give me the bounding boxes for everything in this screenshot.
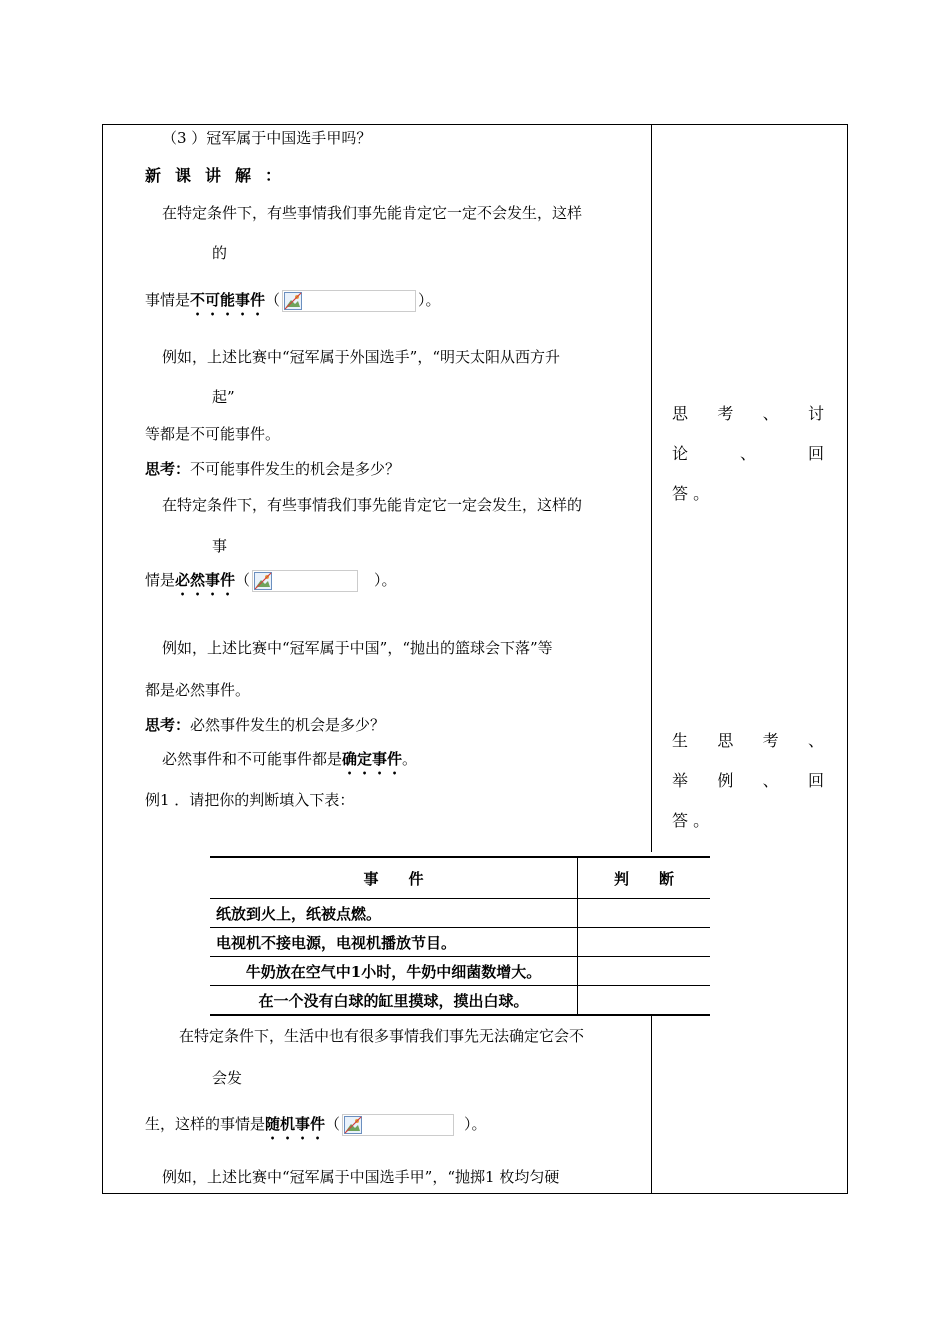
judgement-cell[interactable] bbox=[578, 899, 711, 928]
certain-definition bbox=[145, 570, 397, 599]
think-text: 必然事件发生的机会是多少？ bbox=[190, 716, 386, 734]
impossible-example2: 起” bbox=[212, 388, 235, 406]
image-placeholder bbox=[252, 570, 358, 592]
note-char: 例 bbox=[717, 771, 734, 790]
judgement-cell[interactable] bbox=[578, 928, 711, 957]
random-line1: 在特定条件下，生活中也有很多事情我们事先无法确定它会不 bbox=[179, 1027, 585, 1045]
note-char: 思 bbox=[717, 731, 734, 750]
note-row bbox=[672, 394, 824, 434]
note-char: 论 bbox=[672, 444, 689, 463]
activity-note-1 bbox=[672, 394, 824, 514]
random-example1: 例如，上述比赛中“冠军属于中国选手甲”，“抛掷1 枚均匀硬 bbox=[162, 1168, 560, 1186]
event-cell: 电视机不接电源，电视机播放节目。 bbox=[210, 928, 578, 957]
certain-term: 必然事件 bbox=[175, 571, 236, 589]
note-char: 考 bbox=[717, 404, 734, 423]
table-row bbox=[210, 957, 710, 986]
paren-open: （ bbox=[325, 1115, 341, 1133]
random-line2: 会发 bbox=[212, 1069, 243, 1087]
broken-image-icon bbox=[254, 572, 272, 590]
certain-line1: 在特定条件下，有些事情我们事先能肯定它一定会发生，这样的 bbox=[162, 496, 583, 514]
certain-prefix: 情是 bbox=[145, 571, 176, 589]
impossible-example1: 例如，上述比赛中“冠军属于外国选手”，“明天太阳从西方升 bbox=[162, 348, 561, 366]
image-placeholder bbox=[282, 290, 416, 312]
impossible-example3: 等都是不可能事件。 bbox=[145, 425, 281, 443]
note-char: 回 bbox=[807, 444, 824, 463]
note-char: 讨 bbox=[807, 404, 824, 423]
impossible-line2: 的 bbox=[212, 244, 228, 262]
question-3: （3 ）冠军属于中国选手甲吗？ bbox=[162, 129, 372, 147]
impossible-term: 不可能事件 bbox=[190, 291, 266, 309]
think-text: 不可能事件发生的机会是多少？ bbox=[190, 460, 401, 478]
deterministic-definition bbox=[162, 749, 417, 778]
note-row: 答 。 bbox=[672, 811, 710, 830]
note-char: 、 bbox=[762, 771, 779, 790]
note-char: 生 bbox=[672, 731, 689, 750]
event-cell: 牛奶放在空气中1小时，牛奶中细菌数增大。 bbox=[210, 957, 578, 986]
note-char: 回 bbox=[807, 771, 824, 790]
note-row: 答 。 bbox=[672, 484, 710, 503]
judgement-cell[interactable] bbox=[578, 957, 711, 986]
think-1 bbox=[145, 459, 400, 479]
impossible-definition bbox=[145, 290, 441, 319]
column-divider-bottom bbox=[651, 1014, 652, 1194]
judgement-table bbox=[210, 856, 710, 1016]
paren-close: ）。 bbox=[464, 1115, 487, 1133]
random-definition bbox=[145, 1114, 487, 1143]
random-term: 随机事件 bbox=[265, 1115, 326, 1133]
think-label: 思考： bbox=[145, 716, 191, 734]
header-judgement: 判 断 bbox=[578, 857, 711, 899]
section-heading: 新课讲解： bbox=[145, 166, 296, 185]
judgement-cell[interactable] bbox=[578, 986, 711, 1016]
certain-example1: 例如，上述比赛中“冠军属于中国”，“抛出的篮球会下落”等 bbox=[162, 639, 553, 657]
broken-image-icon bbox=[284, 292, 302, 310]
note-row bbox=[672, 721, 824, 761]
column-divider-top bbox=[651, 124, 652, 852]
think-label: 思考： bbox=[145, 460, 191, 478]
note-char: 、 bbox=[739, 444, 756, 463]
note-row bbox=[672, 434, 824, 474]
certain-example2: 都是必然事件。 bbox=[145, 681, 251, 699]
table-header-row bbox=[210, 857, 710, 899]
think-2 bbox=[145, 715, 385, 735]
paren-open: （ bbox=[235, 571, 251, 589]
deterministic-prefix: 必然事件和不可能事件都是 bbox=[162, 750, 343, 768]
impossible-line1: 在特定条件下，有些事情我们事先能肯定它一定不会发生，这样 bbox=[162, 204, 583, 222]
random-prefix: 生，这样的事情是 bbox=[145, 1115, 266, 1133]
deterministic-suffix: 。 bbox=[402, 750, 418, 768]
paren-close: ）。 bbox=[374, 571, 397, 589]
paren-open: （ bbox=[265, 291, 281, 309]
image-placeholder bbox=[342, 1114, 454, 1136]
impossible-prefix: 事情是 bbox=[145, 291, 191, 309]
table-row bbox=[210, 986, 710, 1016]
deterministic-term: 确定事件 bbox=[342, 750, 403, 768]
certain-line2: 事 bbox=[212, 537, 228, 555]
event-cell: 在一个没有白球的缸里摸球，摸出白球。 bbox=[210, 986, 578, 1016]
note-row bbox=[672, 761, 824, 801]
note-char: 、 bbox=[762, 404, 779, 423]
note-char: 考 bbox=[762, 731, 779, 750]
paren-close: ）。 bbox=[418, 291, 441, 309]
activity-note-2 bbox=[672, 721, 824, 841]
event-cell: 纸放到火上，纸被点燃。 bbox=[210, 899, 578, 928]
header-event: 事 件 bbox=[210, 857, 578, 899]
table-row bbox=[210, 899, 710, 928]
note-char: 、 bbox=[807, 731, 824, 750]
broken-image-icon bbox=[344, 1116, 362, 1134]
table-row bbox=[210, 928, 710, 957]
example-1: 例1 ．请把你的判断填入下表： bbox=[145, 791, 355, 809]
note-char: 举 bbox=[672, 771, 689, 790]
note-char: 思 bbox=[672, 404, 689, 423]
